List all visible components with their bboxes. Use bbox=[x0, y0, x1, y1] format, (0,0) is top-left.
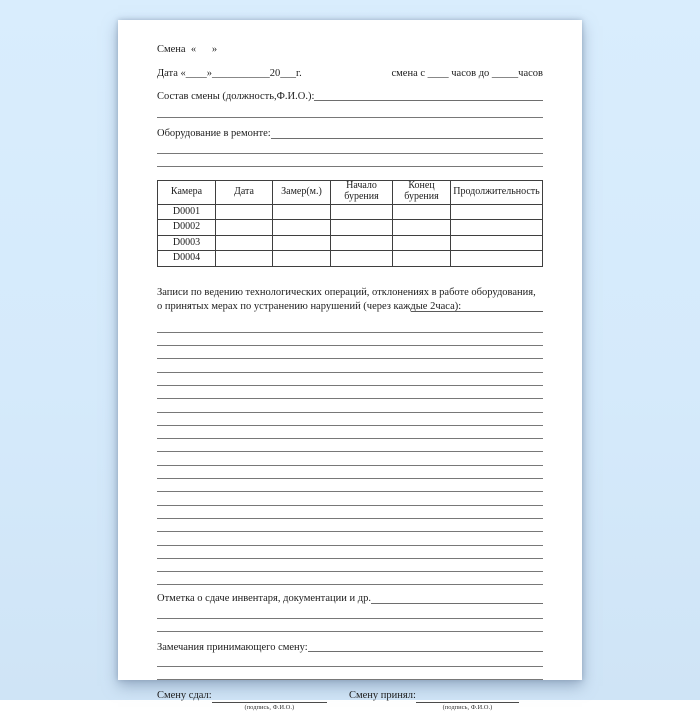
blank-writing-line bbox=[157, 386, 543, 399]
blank-writing-line bbox=[157, 572, 543, 585]
camera-id-cell: D0002 bbox=[158, 220, 216, 236]
empty-cell bbox=[451, 220, 543, 236]
blank-writing-line bbox=[157, 546, 543, 559]
table-header-row bbox=[158, 180, 543, 204]
blank-writing-line bbox=[157, 103, 543, 118]
header-drill-end: Конец бурения bbox=[393, 180, 451, 204]
remarks-field bbox=[157, 641, 543, 654]
header-measure: Замер(м.) bbox=[273, 180, 331, 204]
signature-received-group bbox=[349, 689, 519, 711]
empty-cell bbox=[331, 235, 393, 251]
blank-writing-line bbox=[157, 333, 543, 346]
remarks-blank-lines bbox=[157, 654, 543, 680]
records-blank-field bbox=[411, 311, 543, 312]
blank-writing-line bbox=[157, 439, 543, 452]
crew-label: Состав смены (должность,Ф.И.О.): bbox=[157, 91, 315, 103]
drilling-table bbox=[157, 180, 543, 267]
signature-gave-label: Смену сдал: bbox=[157, 690, 212, 702]
inventory-blank-field bbox=[371, 595, 543, 604]
camera-id-cell: D0003 bbox=[158, 235, 216, 251]
signature-gave-field bbox=[212, 689, 327, 711]
crew-field bbox=[157, 90, 543, 103]
empty-cell bbox=[393, 251, 451, 267]
blank-writing-line bbox=[157, 667, 543, 680]
records-paragraph bbox=[157, 286, 543, 315]
crew-blank-field bbox=[314, 92, 543, 101]
records-blank-lines bbox=[157, 319, 543, 585]
date-line: Дата «____»___________20___г. bbox=[157, 68, 302, 80]
empty-cell bbox=[393, 235, 451, 251]
header-date: Дата bbox=[216, 180, 273, 204]
signature-gave-group bbox=[157, 689, 327, 711]
equipment-label: Оборудование в ремонте: bbox=[157, 128, 271, 140]
empty-cell bbox=[216, 235, 273, 251]
empty-cell bbox=[216, 204, 273, 220]
header-drill-start: Начало бурения bbox=[331, 180, 393, 204]
header-camera: Камера bbox=[158, 180, 216, 204]
inventory-label: Отметка о сдаче инвентаря, документации и др. bbox=[157, 593, 371, 605]
empty-cell bbox=[393, 204, 451, 220]
empty-cell bbox=[331, 220, 393, 236]
empty-cell bbox=[331, 251, 393, 267]
table-row bbox=[158, 235, 543, 251]
empty-cell bbox=[393, 220, 451, 236]
camera-id-cell: D0004 bbox=[158, 251, 216, 267]
empty-cell bbox=[273, 235, 331, 251]
shift-hours-line: смена с ____ часов до _____часов bbox=[391, 68, 543, 80]
empty-cell bbox=[451, 235, 543, 251]
blank-writing-line bbox=[157, 373, 543, 386]
empty-cell bbox=[216, 251, 273, 267]
shift-log-form bbox=[118, 20, 582, 712]
signature-received-field bbox=[416, 689, 519, 711]
inventory-field bbox=[157, 592, 543, 605]
blank-writing-line bbox=[157, 519, 543, 532]
blank-writing-line bbox=[157, 466, 543, 479]
blank-writing-line bbox=[157, 452, 543, 465]
signature-caption: (подпись, Ф.И.О.) bbox=[244, 704, 295, 712]
blank-writing-line bbox=[157, 532, 543, 545]
camera-id-cell: D0001 bbox=[158, 204, 216, 220]
blank-writing-line bbox=[157, 319, 543, 332]
blank-writing-line bbox=[157, 154, 543, 167]
remarks-blank-field bbox=[308, 643, 543, 652]
empty-cell bbox=[273, 251, 331, 267]
blank-writing-line bbox=[157, 492, 543, 505]
date-row bbox=[157, 67, 543, 80]
records-label: Записи по ведению технологических операций, отклонениях в работе оборудования, о принятых мерах по устранению нарушений (через каждые 2часа): bbox=[157, 286, 536, 312]
blank-writing-line bbox=[157, 141, 543, 154]
table-row bbox=[158, 251, 543, 267]
header-duration: Продолжительность bbox=[451, 180, 543, 204]
empty-cell bbox=[273, 220, 331, 236]
blank-writing-line bbox=[157, 346, 543, 359]
blank-writing-line bbox=[157, 479, 543, 492]
signature-received-label: Смену принял: bbox=[349, 690, 416, 702]
table-row bbox=[158, 204, 543, 220]
signature-line bbox=[416, 689, 519, 703]
empty-cell bbox=[216, 220, 273, 236]
equipment-blank-lines bbox=[157, 141, 543, 167]
blank-writing-line bbox=[157, 426, 543, 439]
blank-writing-line bbox=[157, 506, 543, 519]
blank-writing-line bbox=[157, 606, 543, 619]
table-row bbox=[158, 220, 543, 236]
empty-cell bbox=[451, 251, 543, 267]
empty-cell bbox=[273, 204, 331, 220]
inventory-blank-lines bbox=[157, 606, 543, 632]
empty-cell bbox=[451, 204, 543, 220]
equipment-field bbox=[157, 127, 543, 140]
empty-cell bbox=[331, 204, 393, 220]
blank-writing-line bbox=[157, 559, 543, 572]
remarks-label: Замечания принимающего смену: bbox=[157, 641, 308, 653]
blank-writing-line bbox=[157, 619, 543, 632]
equipment-blank-field bbox=[271, 130, 543, 139]
blank-writing-line bbox=[157, 654, 543, 667]
signature-line bbox=[212, 689, 327, 703]
signature-row bbox=[157, 689, 543, 711]
blank-writing-line bbox=[157, 399, 543, 412]
crew-blank-lines bbox=[157, 103, 543, 118]
form-title: Смена « » bbox=[157, 44, 218, 55]
blank-writing-line bbox=[157, 413, 543, 426]
blank-writing-line bbox=[157, 359, 543, 372]
signature-caption: (подпись, Ф.И.О.) bbox=[442, 704, 493, 712]
